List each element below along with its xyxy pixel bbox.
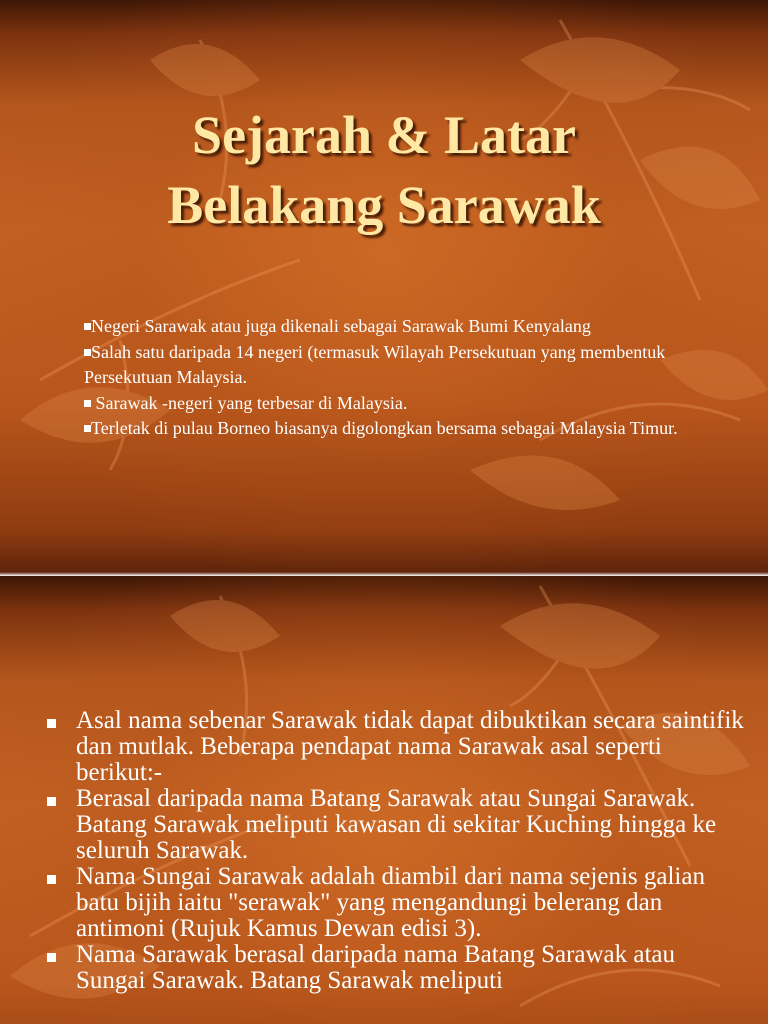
square-bullet-icon bbox=[47, 719, 56, 728]
square-bullet-icon bbox=[84, 349, 91, 356]
bullet-text: Sarawak -negeri yang terbesar di Malaysia. bbox=[91, 392, 408, 413]
list-item bbox=[84, 314, 684, 340]
list-item bbox=[44, 786, 744, 864]
bullet-text: Negeri Sarawak atau juga dikenali sebagai Sarawak Bumi Kenyalang bbox=[91, 316, 591, 336]
list-item bbox=[44, 942, 744, 994]
bullet-text: Nama Sungai Sarawak adalah diambil dari nama sejenis galian batu bijih iaitu "serawak" yang mengandungi belerang dan antimoni (Rujuk Kamus Dewan edisi 3). bbox=[76, 863, 705, 942]
square-bullet-icon bbox=[84, 425, 91, 432]
list-item bbox=[44, 864, 744, 942]
list-item bbox=[44, 708, 744, 786]
bullet-text: Salah satu daripada 14 negeri (termasuk Wilayah Persekutuan yang membentuk Persekutuan Malaysia. bbox=[84, 341, 666, 387]
slide-2 bbox=[0, 576, 768, 1024]
bullet-text: Nama Sarawak berasal daripada nama Batang Sarawak atau Sungai Sarawak. Batang Sarawak meliputi bbox=[76, 941, 676, 994]
square-bullet-icon bbox=[84, 323, 91, 330]
list-item bbox=[84, 391, 684, 417]
square-bullet-icon bbox=[47, 953, 56, 962]
square-bullet-icon bbox=[47, 875, 56, 884]
square-bullet-icon bbox=[84, 400, 91, 407]
bullet-text: Berasal daripada nama Batang Sarawak atau Sungai Sarawak. Batang Sarawak meliputi kawasan di sekitar Kuching hingga ke seluruh Sarawak. bbox=[76, 785, 717, 864]
bullet-text: Asal nama sebenar Sarawak tidak dapat dibuktikan secara saintifik dan mutlak. Beberapa pendapat nama Sarawak asal seperti berikut:- bbox=[76, 707, 744, 786]
slide-1-bullet-list bbox=[84, 314, 684, 442]
square-bullet-icon bbox=[47, 797, 56, 806]
list-item bbox=[84, 340, 684, 391]
slide-2-bullet-list bbox=[44, 708, 744, 994]
slide-title: Sejarah & Latar Belakang Sarawak bbox=[167, 105, 601, 235]
bullet-text: Terletak di pulau Borneo biasanya digolongkan bersama sebagai Malaysia Timur. bbox=[91, 418, 678, 438]
list-item bbox=[84, 416, 684, 442]
